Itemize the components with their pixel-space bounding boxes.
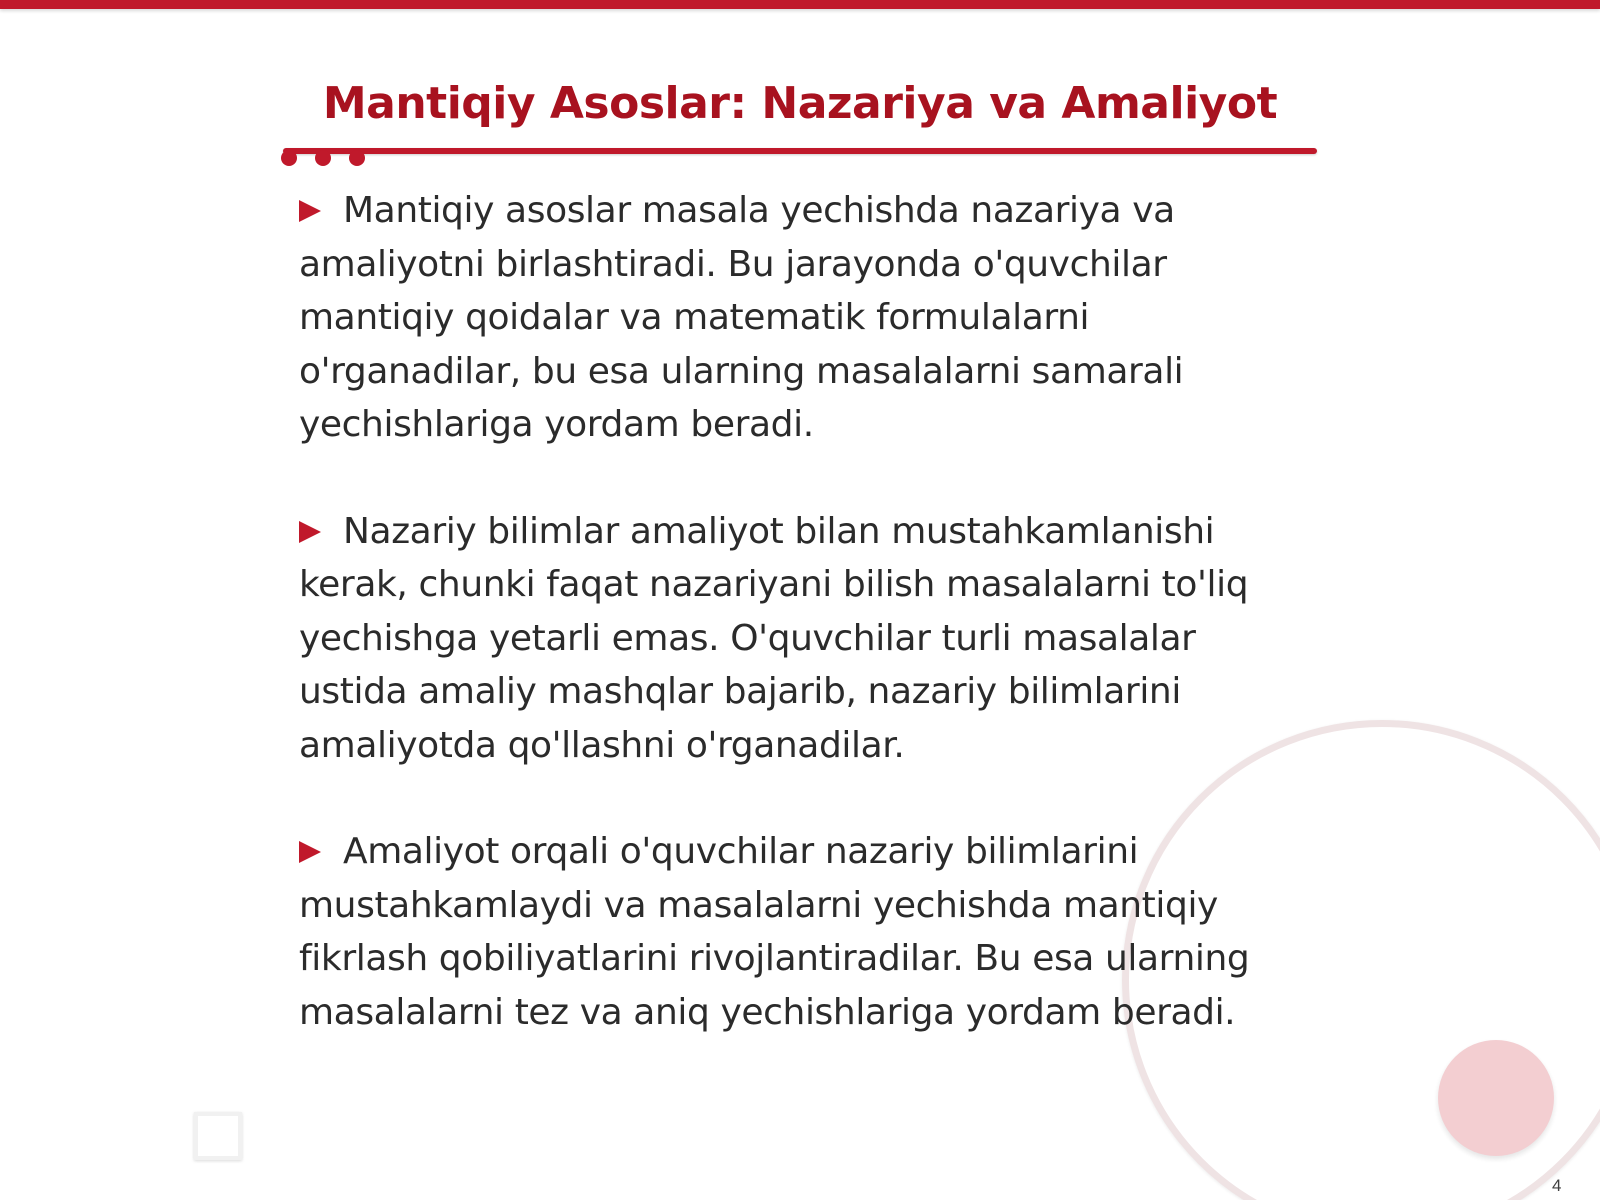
top-accent-bar	[0, 0, 1600, 9]
slide-title: Mantiqiy Asoslar: Nazariya va Amaliyot	[322, 78, 1278, 129]
title-dot-2	[315, 150, 331, 166]
decorative-circle	[1438, 1040, 1554, 1156]
bullet-text: Amaliyot orqali o'quvchilar nazariy bilimlarini mustahkamlaydi va masalalarni yechishda mantiqiy fikrlash qobiliyatlarini rivojlantiradilar. Bu esa ularning masalalarni tez va aniq yechishlariga yordam beradi.	[299, 831, 1250, 1033]
page-number: 4	[1552, 1176, 1562, 1195]
bullet-item	[299, 505, 1299, 773]
triangle-right-icon	[299, 200, 321, 222]
title-dot-1	[281, 150, 297, 166]
decorative-square	[194, 1112, 242, 1160]
bullet-item	[299, 184, 1299, 452]
bullet-text: Nazariy bilimlar amaliyot bilan mustahkamlanishi kerak, chunki faqat nazariyani bilish masalalarni to'liq yechishga yetarli emas. O'quvchilar turli masalalar ustida amaliy mashqlar bajarib, nazariy bilimlarini amaliyotda qo'llashni o'rganadilar.	[299, 510, 1249, 766]
triangle-right-icon	[299, 521, 321, 543]
title-dot-3	[349, 150, 365, 166]
bullet-text: Mantiqiy asoslar masala yechishda nazariya va amaliyotni birlashtiradi. Bu jarayonda o'quvchilar mantiqiy qoidalar va matematik formulalarni o'rganadilar, bu esa ularning masalalarni samarali yechishlariga yordam beradi.	[299, 190, 1184, 445]
title-underline	[283, 148, 1317, 154]
bullet-item	[299, 825, 1299, 1039]
bullet-list	[299, 184, 1299, 1092]
triangle-right-icon	[299, 841, 321, 863]
